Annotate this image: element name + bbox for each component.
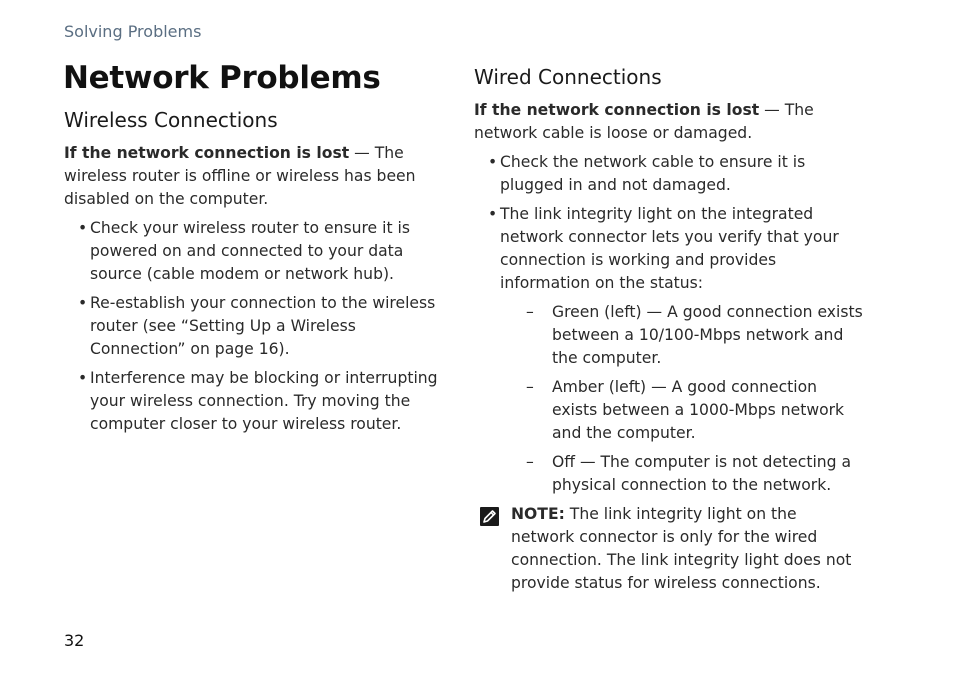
list-item-text: The link integrity light on the integrated network connector lets you verify that your connection is working and provides information on the status: [500,205,839,292]
wireless-lead [64,142,440,211]
wired-lead-bold: If the network connection is lost [474,101,760,119]
list-item [474,203,864,497]
status-light-list [500,301,864,497]
wireless-section [64,108,440,442]
list-item: • Re-establish your connection to the wireless router (see “Setting Up a Wireless Connection” on page 16). [64,292,440,361]
wired-heading: Wired Connections [474,65,662,89]
list-item: • Interference may be blocking or interrupting your wireless connection. Try moving the computer closer to your wireless router. [64,367,440,436]
page-number: 32 [64,631,85,650]
wired-lead [474,99,864,145]
note-label: NOTE: [511,505,565,523]
note-text [511,503,864,595]
page-header: Solving Problems [64,22,202,41]
wired-bullet-list [474,151,864,497]
wired-lead-text: — The network cable is loose or damaged. [474,101,814,142]
page-title: Network Problems [63,60,381,96]
wireless-lead-text: — The wireless router is offline or wireless has been disabled on the computer. [64,144,416,208]
wireless-bullet-list [64,217,440,436]
list-item: • Check your wireless router to ensure it is powered on and connected to your data source (cable modem or network hub). [64,217,440,286]
list-item: – Amber (left) — A good connection exists between a 1000-Mbps network and the computer. [500,376,864,445]
wireless-lead-bold: If the network connection is lost [64,144,350,162]
note-body: The link integrity light on the network connector is only for the wired connection. The link integrity light does not provide status for wireless connections. [511,505,852,592]
list-item: • Check the network cable to ensure it is plugged in and not damaged. [474,151,864,197]
wired-section [474,65,864,595]
wireless-heading: Wireless Connections [64,108,278,132]
list-item: – Green (left) — A good connection exists between a 10/100-Mbps network and the computer. [500,301,864,370]
list-item: – Off — The computer is not detecting a physical connection to the network. [500,451,864,497]
note-box [474,503,864,595]
note-pencil-icon [480,507,499,526]
